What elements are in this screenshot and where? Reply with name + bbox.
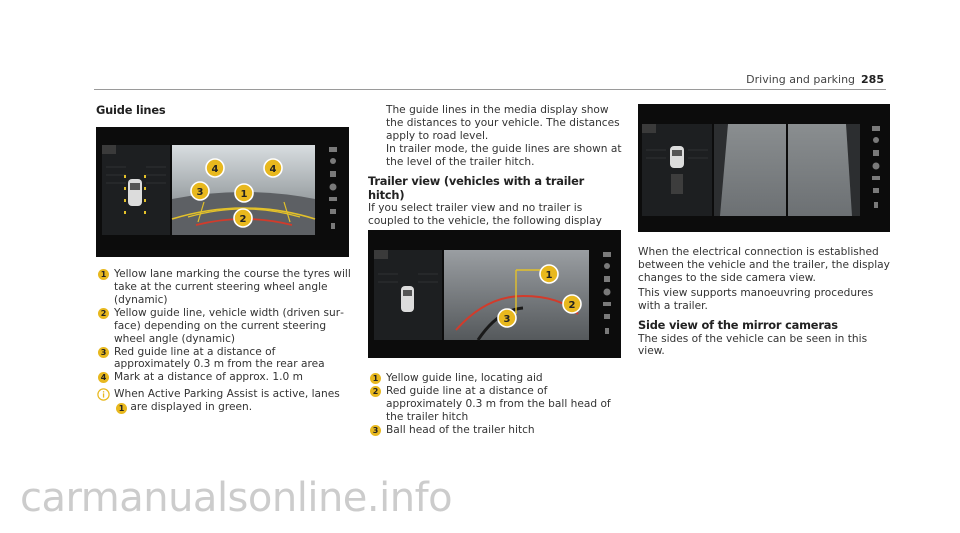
info-icon bbox=[97, 388, 110, 401]
side-view-text: The sides of the vehicle can be seen in this view. bbox=[638, 332, 868, 358]
list-item bbox=[368, 385, 624, 424]
trailer-view-display bbox=[368, 230, 621, 358]
guide-lines-legend bbox=[96, 268, 352, 414]
column-3-text bbox=[638, 246, 894, 358]
callout-1 bbox=[235, 184, 253, 202]
callout-label: 4 bbox=[211, 164, 219, 175]
callout-badge: 3 bbox=[98, 347, 109, 358]
column-2-text bbox=[368, 104, 624, 241]
item-text: Yellow guide line, vehicle width (driven surface) depending on the current steering wheel angle (dynamic) bbox=[114, 306, 344, 345]
item-text: Yellow guide line, locating aid bbox=[386, 372, 543, 384]
side-camera-display bbox=[638, 104, 890, 232]
guide-lines-display-graphic bbox=[96, 127, 349, 257]
callout-badge: 4 bbox=[98, 372, 109, 383]
guide-lines-display bbox=[96, 127, 349, 257]
callout-3 bbox=[498, 309, 516, 327]
trailer-view-legend bbox=[368, 372, 624, 437]
item-text: Red guide line at a distance of approximately 0.3 m from the rear area bbox=[114, 345, 325, 371]
page-number: 285 bbox=[861, 73, 884, 86]
heading-trailer-view: Trailer view (vehicles with a trailer hitch) bbox=[368, 173, 585, 202]
item-text: Mark at a distance of approx. 1.0 m bbox=[114, 371, 303, 384]
section-title: Driving and parking bbox=[746, 73, 856, 86]
callout-1 bbox=[540, 265, 558, 283]
callout-label: 2 bbox=[239, 214, 247, 225]
trailer-mode-text: In trailer mode, the guide lines are shown at the level of the trailer hitch. bbox=[386, 142, 622, 168]
list-item bbox=[96, 268, 352, 307]
info-note bbox=[96, 388, 352, 414]
callout-badge: 1 bbox=[98, 269, 109, 280]
list-item bbox=[96, 371, 352, 384]
callout-label: 2 bbox=[568, 300, 576, 311]
callout-badge: 1 bbox=[370, 373, 381, 384]
side-view-intro: When the electrical connection is established between the vehicle and the trailer, the display changes to the side camera view. bbox=[638, 246, 890, 284]
trailer-view-text: If you select trailer view and no trailer is coupled to the vehicle, the following display bbox=[368, 202, 602, 228]
heading-guide-lines: Guide lines bbox=[96, 103, 166, 117]
callout-label: 3 bbox=[196, 187, 204, 198]
callout-label: 3 bbox=[503, 314, 511, 325]
callout-2 bbox=[563, 295, 581, 313]
callout-badge: 1 bbox=[116, 403, 127, 414]
callout-badge: 2 bbox=[98, 308, 109, 319]
heading-side-view: Side view of the mirror cameras bbox=[638, 317, 838, 332]
list-item bbox=[96, 346, 352, 372]
callout-4a bbox=[206, 159, 224, 177]
side-view-support-text: This view supports manoeuvring procedures with a trailer. bbox=[638, 286, 874, 312]
list-item bbox=[368, 372, 624, 385]
callout-2 bbox=[234, 209, 252, 227]
item-text: Ball head of the trailer hitch bbox=[386, 423, 535, 436]
callout-badge: 3 bbox=[370, 425, 381, 436]
list-item bbox=[96, 307, 352, 346]
callout-label: 1 bbox=[545, 270, 553, 281]
header-rule bbox=[94, 89, 886, 90]
callout-3 bbox=[191, 182, 209, 200]
trailer-view-display-graphic bbox=[368, 230, 621, 358]
note-text-before: When Active Parking Assist is active, lanes bbox=[114, 388, 340, 401]
watermark: carmanualsonline.info bbox=[20, 475, 453, 522]
item-text: Yellow lane marking the course the tyres will take at the current steering wheel angle (dynamic) bbox=[114, 268, 351, 306]
item-text: Red guide line at a distance of approximately 0.3 m from the ball head of the trailer hitch bbox=[386, 384, 611, 423]
list-item bbox=[368, 424, 624, 437]
note-text-after: are displayed in green. bbox=[130, 401, 253, 414]
callout-4b bbox=[264, 159, 282, 177]
callout-label: 1 bbox=[240, 189, 248, 200]
running-header bbox=[746, 73, 884, 86]
callout-badge: 2 bbox=[370, 386, 381, 397]
callout-label: 4 bbox=[269, 164, 277, 175]
side-camera-display-graphic bbox=[638, 104, 890, 232]
guide-lines-intro: The guide lines in the media display show the distances to your vehicle. The distances apply to road level. bbox=[386, 104, 620, 142]
